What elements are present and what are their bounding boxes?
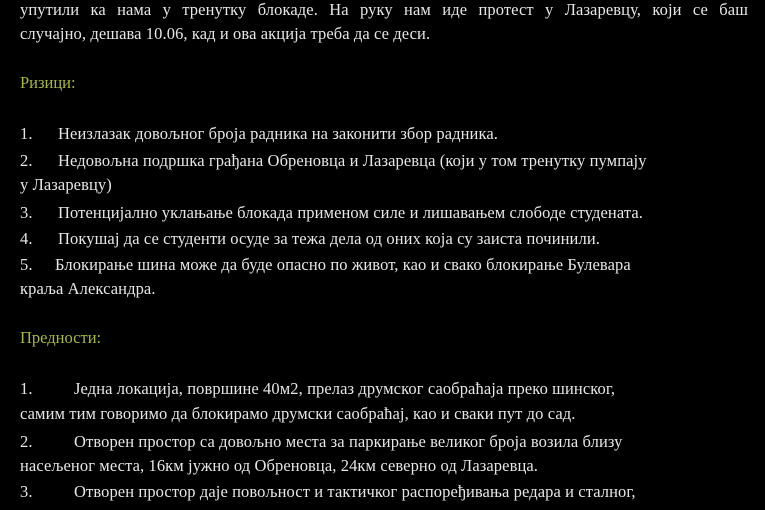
risk-item-3-text: Потенцијално уклањање блокада применом силе и лишавањем слободе студената. <box>58 203 643 222</box>
intro-line-2: случајно, дешава 10.06, кад и ова акција треба да се деси. <box>20 24 431 43</box>
advantage-item-3 <box>20 482 748 502</box>
risk-item-4-text: Покушај да се студенти осуде за тежа дела од оних која су заиста починили. <box>58 229 600 248</box>
intro-line-1: упутили ка нама у тренутку блокаде. На руку нам иде протест у Лазаревцу, који се баш <box>20 0 748 19</box>
advantage-item-1-continuation: самим тим говоримо да блокирамо друмски саобраћај, као и сваки пут до сад. <box>20 404 576 423</box>
advantage-item-1-text: Једна локација, површине 40м2, прелаз друмског саобраћаја преко шинског, <box>74 379 616 398</box>
advantage-item-2-number: 2. <box>20 432 33 451</box>
risk-item-4 <box>20 229 748 249</box>
risk-item-1-number: 1. <box>20 124 33 143</box>
risk-item-5-text: Блокирање шина може да буде опасно по живот, као и свако блокирање Булевара <box>55 255 631 274</box>
risk-item-2-number: 2. <box>20 151 33 170</box>
advantage-item-1-number: 1. <box>20 379 33 398</box>
risk-item-1-text: Неизлазак довољног броја радника на законити збор радника. <box>58 124 498 143</box>
advantage-item-3-number: 3. <box>20 482 33 501</box>
advantage-item-1 <box>20 379 748 399</box>
risk-item-4-number: 4. <box>20 229 33 248</box>
risk-item-2-continuation: у Лазаревцу) <box>20 175 112 194</box>
risk-item-3 <box>20 203 748 223</box>
advantages-heading: Предности: <box>20 328 102 347</box>
advantage-item-2-continuation: насељеног места, 16км јужно од Обреновца, 24км северно од Лазаревца. <box>20 456 539 475</box>
risk-item-3-number: 3. <box>20 203 33 222</box>
risk-item-5-continuation: краља Александра. <box>20 279 156 298</box>
advantage-item-2-text: Отворен простор са довољно места за паркирање великог броја возила близу <box>74 432 623 451</box>
risk-item-5-number: 5. <box>20 255 33 274</box>
risks-heading: Ризици: <box>20 73 76 92</box>
advantage-item-2 <box>20 432 748 452</box>
risk-item-5 <box>20 255 748 275</box>
risk-item-2-text: Недовољна подршка грађана Обреновца и Лазаревца (који у том тренутку пумпају <box>58 151 647 170</box>
risk-item-1 <box>20 124 748 144</box>
risk-item-2 <box>20 151 748 171</box>
advantage-item-3-text: Отворен простор даје повољност и тактичког распоређивања редара и сталног, <box>74 482 636 501</box>
